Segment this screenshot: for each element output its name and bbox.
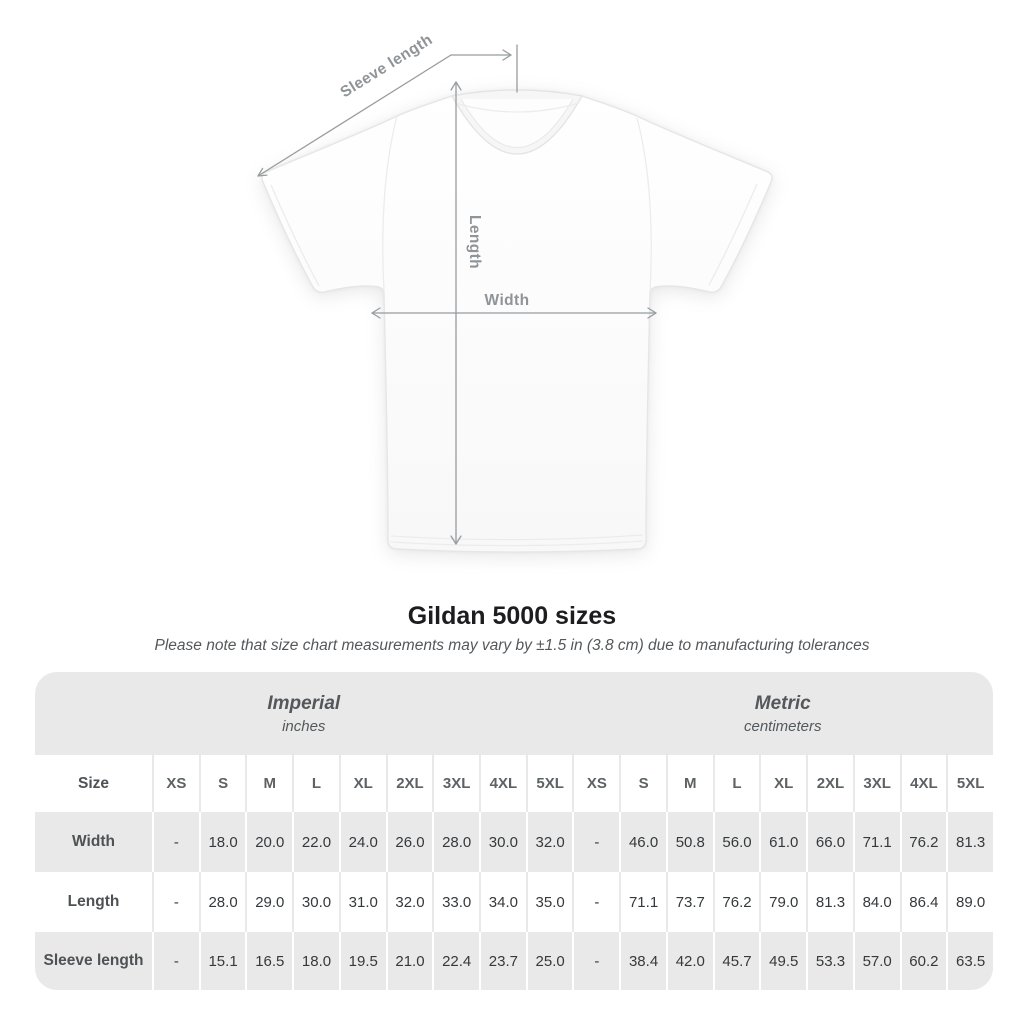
value-cell-imperial: 22.4 bbox=[432, 932, 479, 990]
size-header-imperial: XL bbox=[339, 755, 386, 812]
row-label: Sleeve length bbox=[43, 952, 144, 969]
value-cell-imperial: 24.0 bbox=[339, 812, 386, 872]
value-cell-imperial: 30.0 bbox=[292, 872, 339, 932]
row-label: Length bbox=[35, 872, 152, 932]
value-cell-imperial: 15.1 bbox=[199, 932, 246, 990]
size-header-imperial: 2XL bbox=[386, 755, 433, 812]
size-header-metric: 4XL bbox=[900, 755, 947, 812]
value-cell-imperial: - bbox=[152, 812, 199, 872]
value-cell-imperial: 28.0 bbox=[432, 812, 479, 872]
size-header-metric: 5XL bbox=[946, 755, 993, 812]
size-header-metric: M bbox=[666, 755, 713, 812]
size-header-imperial: M bbox=[245, 755, 292, 812]
value-cell-metric: 50.8 bbox=[666, 812, 713, 872]
value-cell-metric: - bbox=[572, 932, 619, 990]
unit-header-band bbox=[35, 672, 993, 755]
size-header-imperial: L bbox=[292, 755, 339, 812]
value-cell-imperial: 16.5 bbox=[245, 932, 292, 990]
value-cell-imperial: 19.5 bbox=[339, 932, 386, 990]
value-cell-imperial: 34.0 bbox=[479, 872, 526, 932]
value-cell-metric: 63.5 bbox=[946, 932, 993, 990]
value-cell-imperial: 18.0 bbox=[292, 932, 339, 990]
size-header-imperial: 3XL bbox=[432, 755, 479, 812]
tolerance-note: Please note that size chart measurements may vary by ±1.5 in (3.8 cm) due to manufacturing tolerances bbox=[154, 637, 870, 654]
size-header-imperial: XS bbox=[152, 755, 199, 812]
value-cell-imperial: 32.0 bbox=[526, 812, 573, 872]
imperial-section-header bbox=[35, 672, 573, 755]
value-cell-metric: 53.3 bbox=[806, 932, 853, 990]
value-cell-metric: 73.7 bbox=[666, 872, 713, 932]
value-cell-imperial: 18.0 bbox=[199, 812, 246, 872]
value-cell-imperial: 28.0 bbox=[199, 872, 246, 932]
value-cell-metric: 60.2 bbox=[900, 932, 947, 990]
row-label: Width bbox=[72, 833, 115, 850]
value-cell-metric: 71.1 bbox=[619, 872, 666, 932]
value-cell-imperial: 20.0 bbox=[245, 812, 292, 872]
length-label: Length bbox=[466, 214, 483, 270]
value-cell-imperial: - bbox=[152, 932, 199, 990]
size-header-metric: XS bbox=[572, 755, 619, 812]
value-cell-metric: 56.0 bbox=[713, 812, 760, 872]
value-cell-metric: 61.0 bbox=[759, 812, 806, 872]
size-header-imperial: 4XL bbox=[479, 755, 526, 812]
value-cell-metric: 76.2 bbox=[713, 872, 760, 932]
sleeve-length-label: Sleeve length bbox=[337, 31, 436, 102]
value-cell-metric: 86.4 bbox=[900, 872, 947, 932]
value-cell-metric: 49.5 bbox=[759, 932, 806, 990]
value-cell-metric: 66.0 bbox=[806, 812, 853, 872]
imperial-unit-label: inches bbox=[282, 717, 326, 735]
page-title: Gildan 5000 sizes bbox=[407, 602, 617, 630]
metric-label: Metric bbox=[754, 692, 811, 714]
imperial-label: Imperial bbox=[267, 692, 341, 714]
value-cell-metric: 76.2 bbox=[900, 812, 947, 872]
metric-section-header bbox=[573, 672, 994, 755]
value-cell-metric: 81.3 bbox=[946, 812, 993, 872]
value-cell-metric: - bbox=[572, 812, 619, 872]
value-cell-imperial: 25.0 bbox=[526, 932, 573, 990]
value-cell-imperial: 32.0 bbox=[386, 872, 433, 932]
size-column-header: Size bbox=[35, 755, 152, 812]
size-table-grid bbox=[35, 755, 993, 990]
value-cell-imperial: - bbox=[152, 872, 199, 932]
value-cell-imperial: 33.0 bbox=[432, 872, 479, 932]
value-cell-metric: 71.1 bbox=[853, 812, 900, 872]
size-header-imperial: 5XL bbox=[526, 755, 573, 812]
value-cell-imperial: 30.0 bbox=[479, 812, 526, 872]
value-cell-imperial: 31.0 bbox=[339, 872, 386, 932]
value-cell-imperial: 22.0 bbox=[292, 812, 339, 872]
width-label: Width bbox=[484, 292, 530, 309]
value-cell-metric: 45.7 bbox=[713, 932, 760, 990]
metric-unit-label: centimeters bbox=[743, 717, 822, 735]
value-cell-metric: 42.0 bbox=[666, 932, 713, 990]
size-header-imperial: S bbox=[199, 755, 246, 812]
value-cell-metric: 38.4 bbox=[619, 932, 666, 990]
size-header-metric: S bbox=[619, 755, 666, 812]
size-table bbox=[35, 672, 993, 990]
value-cell-imperial: 29.0 bbox=[245, 872, 292, 932]
value-cell-metric: 81.3 bbox=[806, 872, 853, 932]
value-cell-metric: 57.0 bbox=[853, 932, 900, 990]
value-cell-metric: 46.0 bbox=[619, 812, 666, 872]
value-cell-imperial: 23.7 bbox=[479, 932, 526, 990]
value-cell-metric: - bbox=[572, 872, 619, 932]
value-cell-imperial: 21.0 bbox=[386, 932, 433, 990]
size-header-metric: 3XL bbox=[853, 755, 900, 812]
value-cell-metric: 89.0 bbox=[946, 872, 993, 932]
size-header-metric: L bbox=[713, 755, 760, 812]
value-cell-metric: 84.0 bbox=[853, 872, 900, 932]
size-header-metric: 2XL bbox=[806, 755, 853, 812]
value-cell-imperial: 26.0 bbox=[386, 812, 433, 872]
value-cell-imperial: 35.0 bbox=[526, 872, 573, 932]
tshirt-graphic bbox=[262, 90, 772, 552]
value-cell-metric: 79.0 bbox=[759, 872, 806, 932]
size-header-metric: XL bbox=[759, 755, 806, 812]
